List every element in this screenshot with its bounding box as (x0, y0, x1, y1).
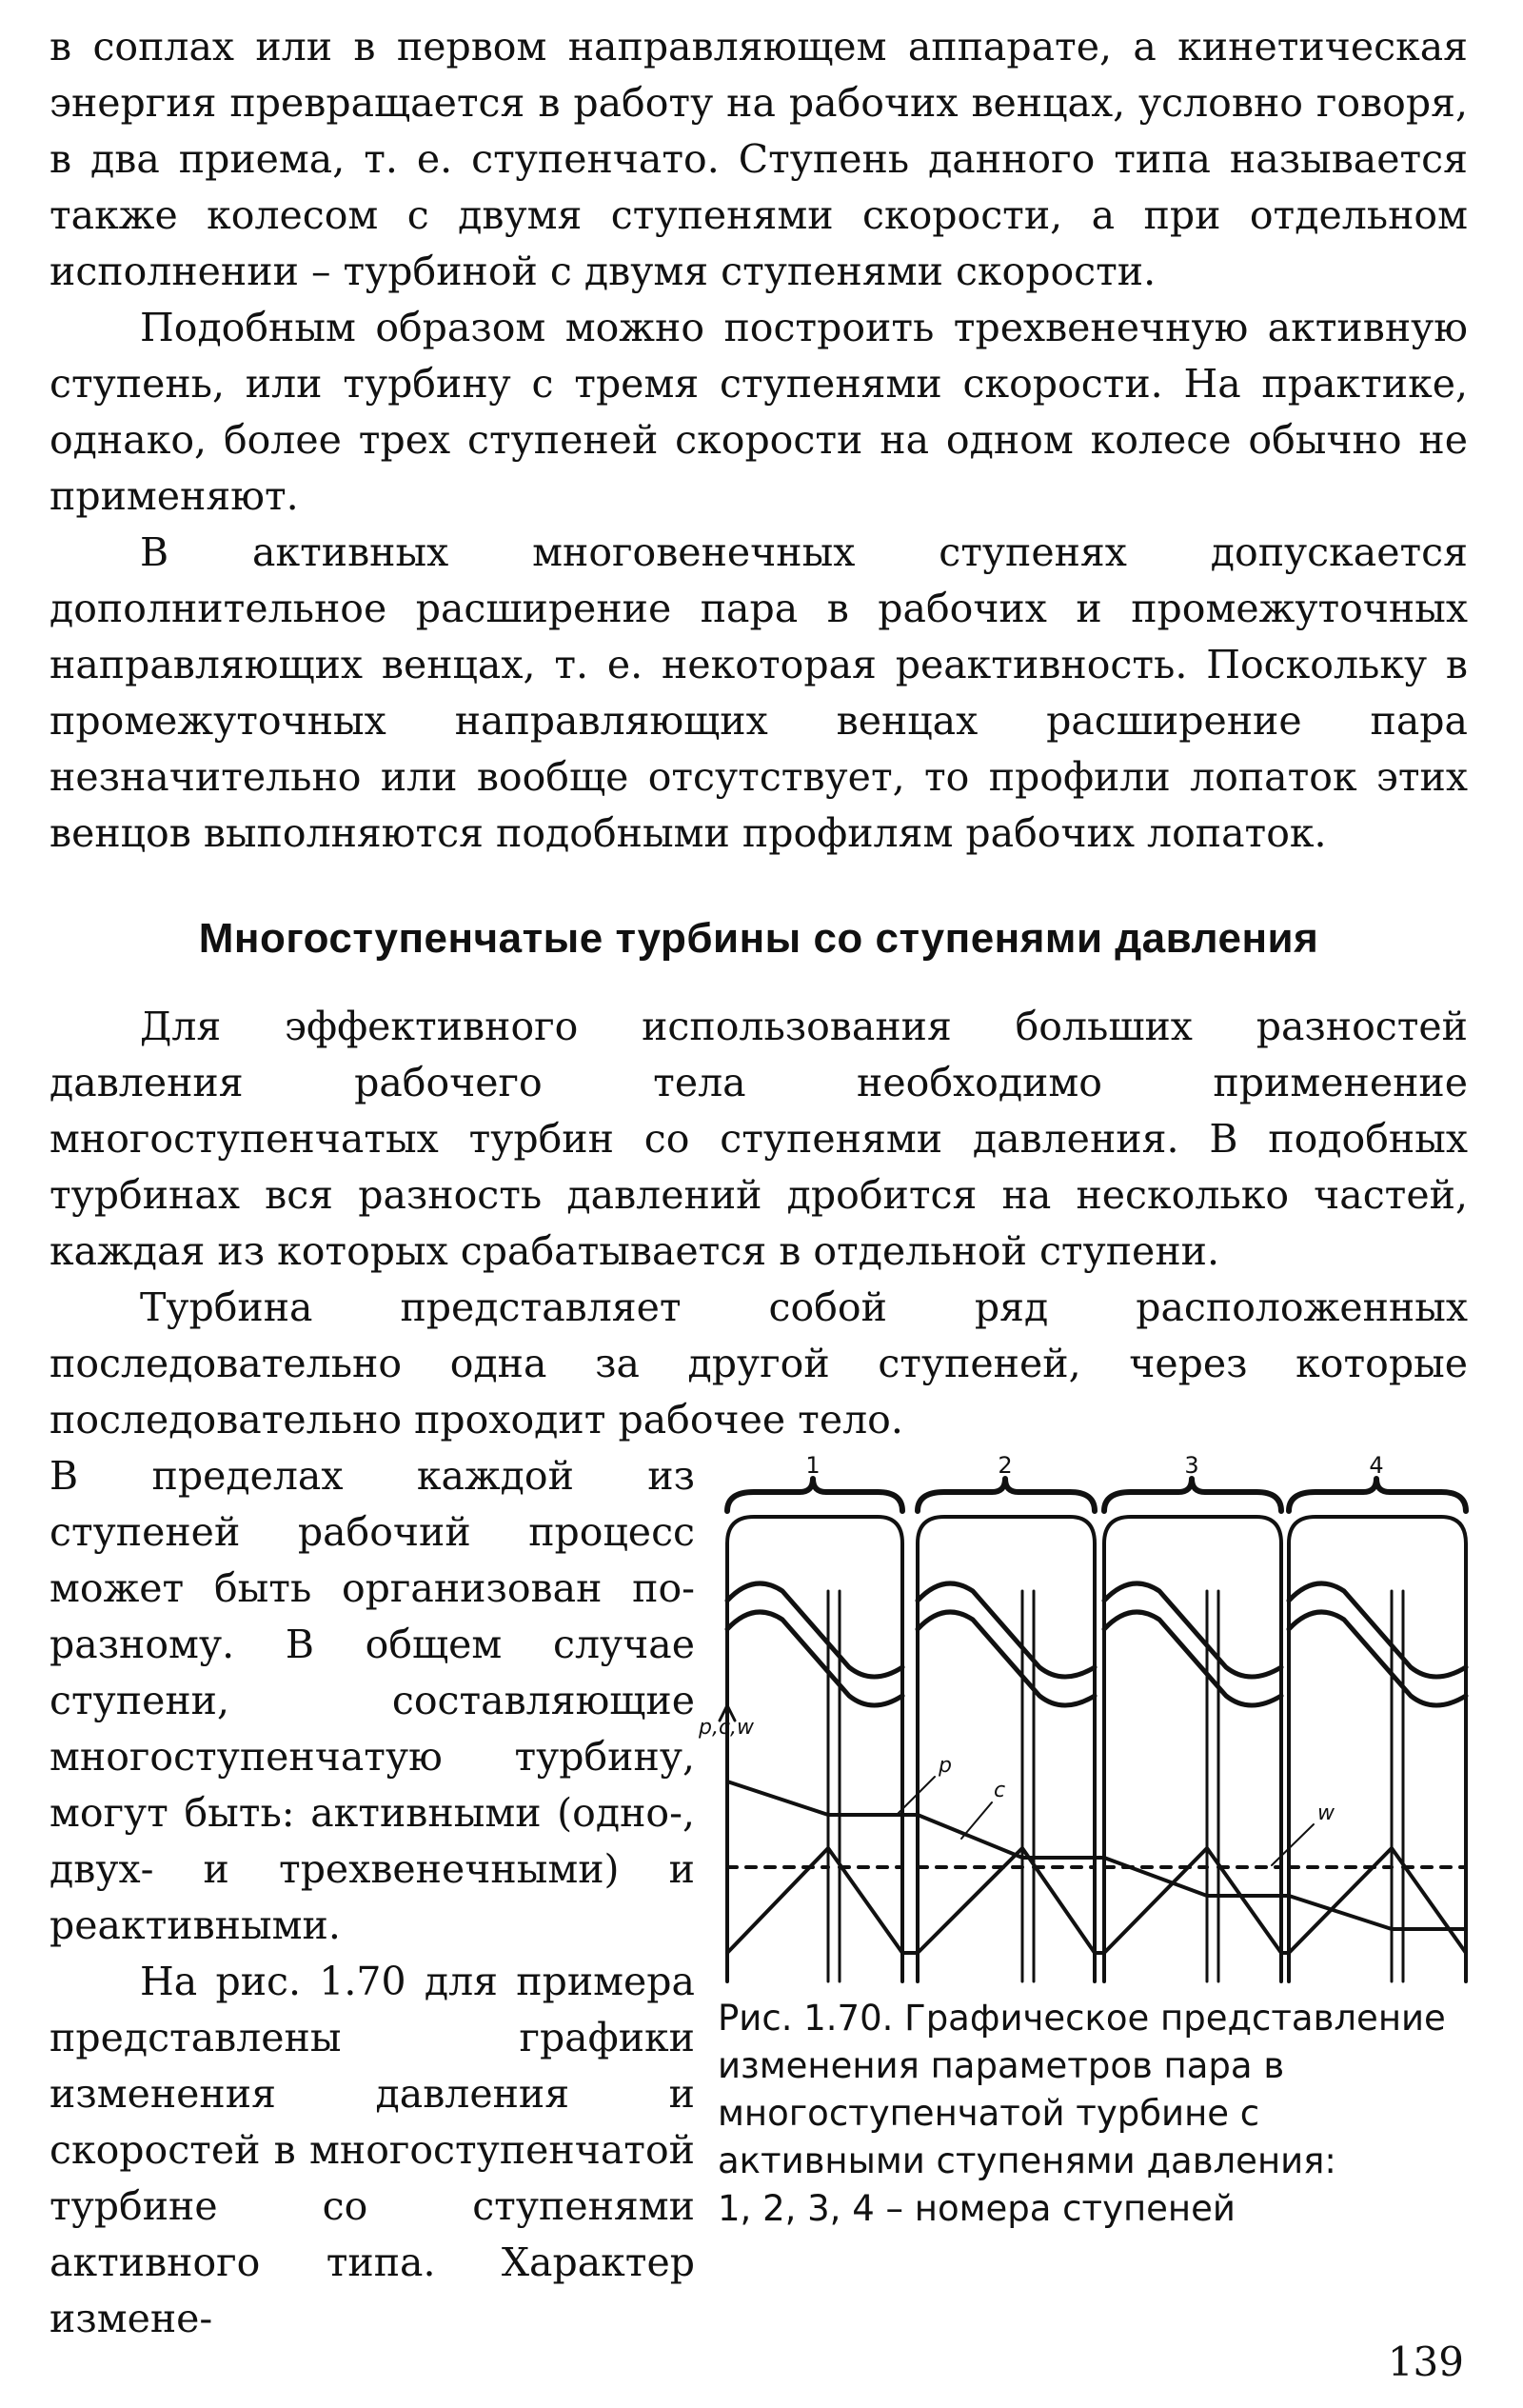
caption-numbers: 1, 2, 3, 4 – номера ступеней (718, 2188, 1236, 2229)
left-text-column (49, 1448, 695, 2347)
paragraph-3: В активных многовенечных ступенях допускается дополнительное расширение пара в рабочих и промежуточных направляющих венцах, т. е. некоторая реактивность. Поскольку в промежуточных направляющих венцах расширение пара незначительно или вообще отсутствует, то профили лопаток этих венцов выполняются подобными профилям рабочих лопаток. (49, 529, 1468, 856)
text-figure-row (49, 1448, 1468, 2347)
figure-1-70 (699, 1448, 1468, 2233)
label-p: p (939, 1754, 952, 1778)
stage-label-2: 2 (998, 1452, 1013, 1479)
label-w: w (1317, 1801, 1335, 1825)
stage-outlines (727, 1517, 1466, 1981)
figure-caption (718, 1995, 1468, 2233)
page-content (49, 19, 1468, 2347)
paragraph-4: Для эффективного использования больших разностей давления рабочего тела необходимо применение многоступенчатых турбин со ступенями давления. В подобных турбинах вся разность давлений дробится на несколько частей, каждая из которых срабатывается в отдельной ступени. (49, 1004, 1468, 1274)
label-c: c (994, 1779, 1006, 1802)
stage-diagram (699, 1448, 1468, 1981)
stage-label-4: 4 (1369, 1452, 1384, 1479)
axis-label: p,c,w (699, 1716, 755, 1740)
caption-text: Рис. 1.70. Графическое представление изменения параметров пара в многоступенчатой турбине с активными ступенями давления: (718, 1998, 1446, 2181)
stage-label-3: 3 (1184, 1452, 1199, 1479)
paragraph-2: Подобным образом можно построить трехвенечную активную ступень, или турбину с тремя ступенями скорости. На практике, однако, более трех ступеней скорости на одном колесе обычно не применяют. (49, 305, 1468, 519)
page-number: 139 (1387, 2338, 1464, 2385)
paragraph-7: На рис. 1.70 для примера представлены графики изменения давления и скоростей в многоступенчатой турбине со ступенями активного типа. Характер измене- (49, 1959, 695, 2341)
paragraph-6: В пределах каждой из ступеней рабочий процесс может быть организован по-разному. В общем случае ступени, составляющие многоступенчатую турбину, могут быть: активными (одно-, двух- и трехвенечными) и реактивными. (49, 1453, 695, 1948)
paragraph-1: в соплах или в первом направляющем аппарате, а кинетическая энергия превращается в работу на рабочих венцах, условно говоря, в два приема, т. е. ступенчато. Ступень данного типа называется также колесом с двумя ступенями скорости, а при отдельном исполнении – турбиной с двумя ступенями скорости. (49, 24, 1468, 294)
stage-label-1: 1 (805, 1452, 821, 1479)
section-heading: Многоступенчатые турбины со ступенями давления (198, 915, 1319, 962)
paragraph-5: Турбина представляет собой ряд расположенных последовательно одна за другой ступеней, через которые последовательно проходит рабочее тело. (49, 1284, 1468, 1443)
stage-braces (727, 1479, 1466, 1511)
